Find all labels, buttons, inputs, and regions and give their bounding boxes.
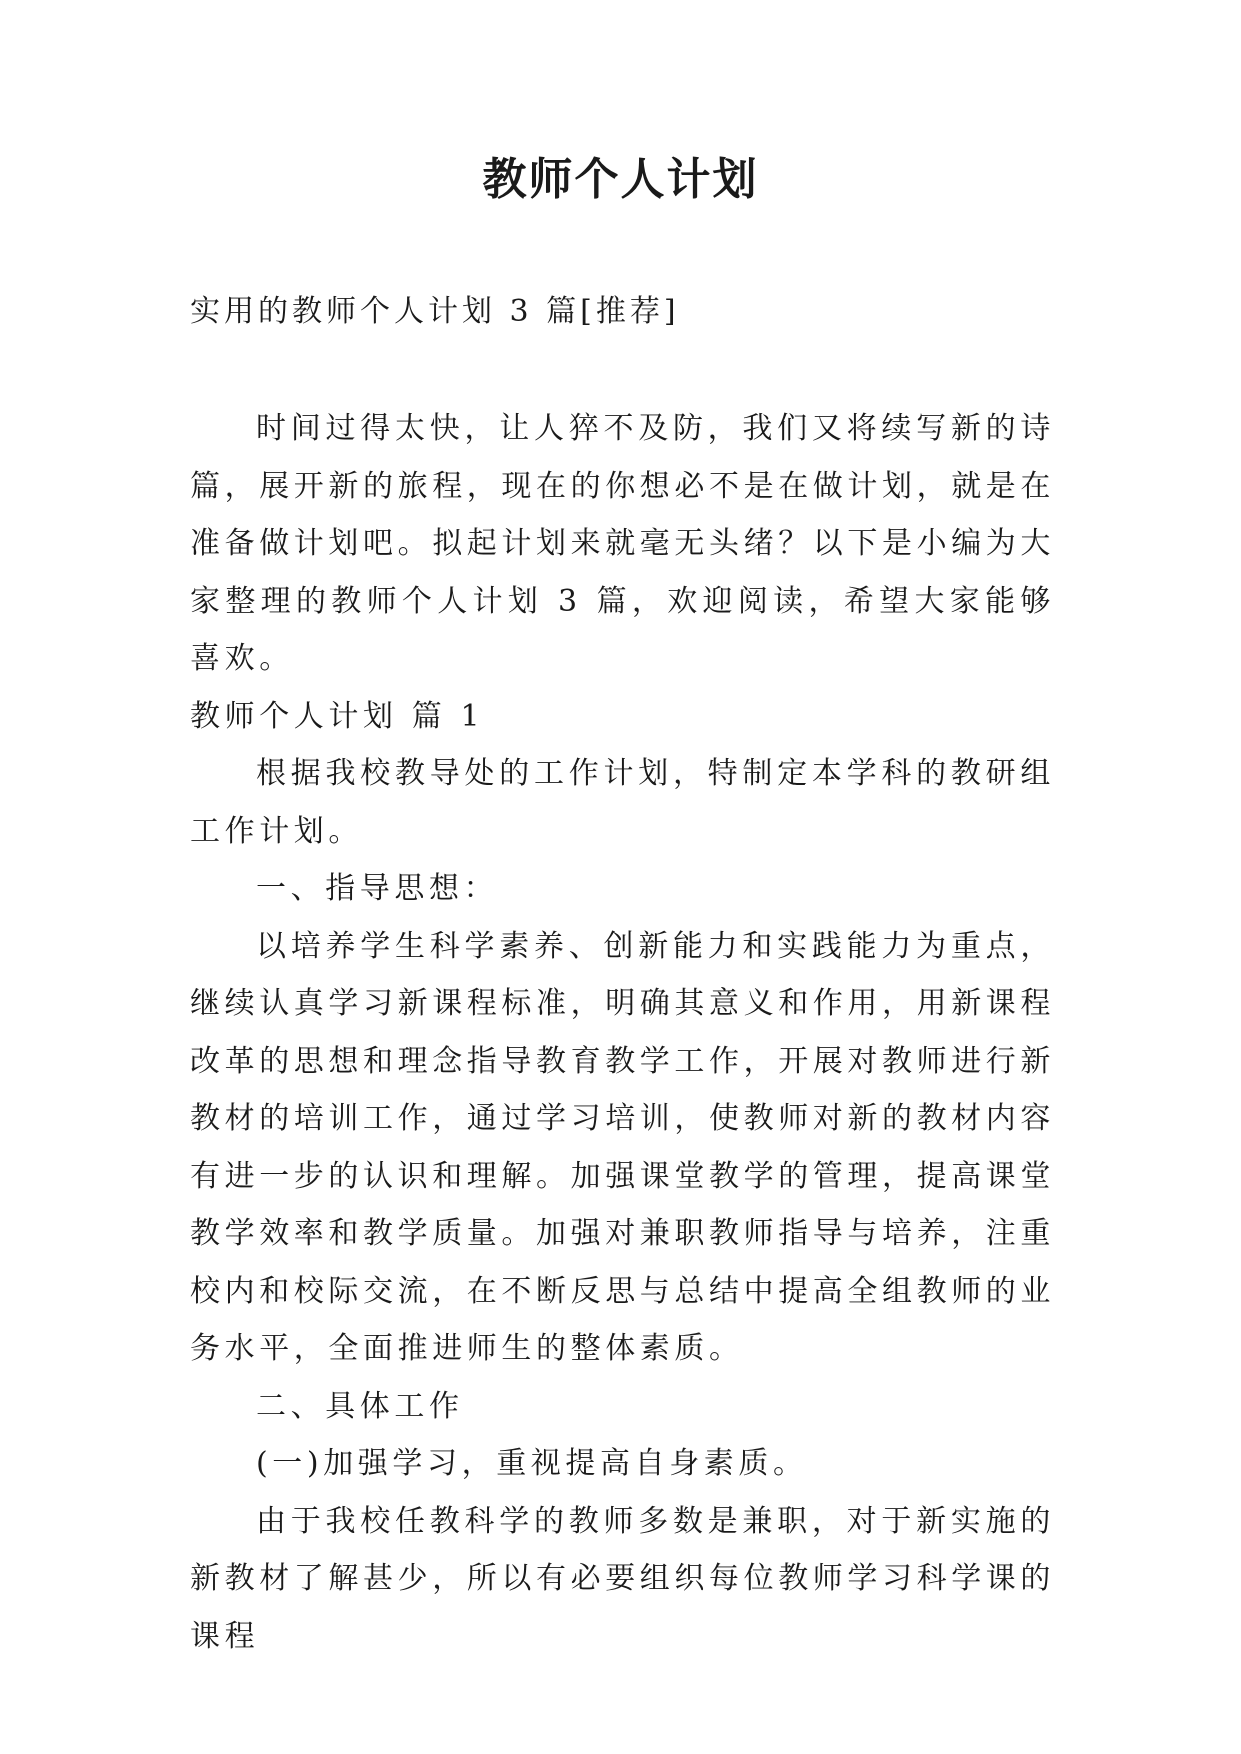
paragraph-1: 根据我校教导处的工作计划，特制定本学科的教研组工作计划。 [190, 756, 1055, 849]
document-body [190, 400, 1055, 1665]
paragraph-2: 以培养学生科学素养、创新能力和实践能力为重点，继续认真学习新课程标准，明确其意义和作用，用新课程改革的思想和理念指导教育教学工作，开展对教师进行新教材的培训工作，通过学习培训，使教师对新的教材内容有进一步的认识和理解。加强课堂教学的管理，提高课堂教学效率和教学质量。加强对兼职教师指导与培养，注重校内和校际交流，在不断反思与总结中提高全组教师的业务水平，全面推进师生的整体素质。 [190, 928, 1055, 1366]
heading-guiding-ideology: 一、指导思想： [256, 871, 499, 906]
document-title: 教师个人计划 [482, 154, 759, 205]
heading-strengthen-learning: (一)加强学习，重视提高自身素质。 [256, 1446, 808, 1481]
intro-paragraph: 时间过得太快，让人猝不及防，我们又将续写新的诗篇，展开新的旅程，现在的你想必不是在做计划，就是在准备做计划吧。拟起计划来就毫无头绪？以下是小编为大家整理的教师个人计划 3 篇，欢迎阅读，希望大家能够喜欢。 [190, 411, 1055, 676]
section-title: 教师个人计划 篇 1 [190, 698, 485, 734]
heading-specific-work: 二、具体工作 [256, 1388, 464, 1424]
document-subtitle: 实用的教师个人计划 3 篇[推荐] [190, 294, 680, 329]
paragraph-3: 由于我校任教科学的教师多数是兼职，对于新实施的新教材了解甚少，所以有必要组织每位教师学习科学课的课程 [190, 1503, 1055, 1654]
